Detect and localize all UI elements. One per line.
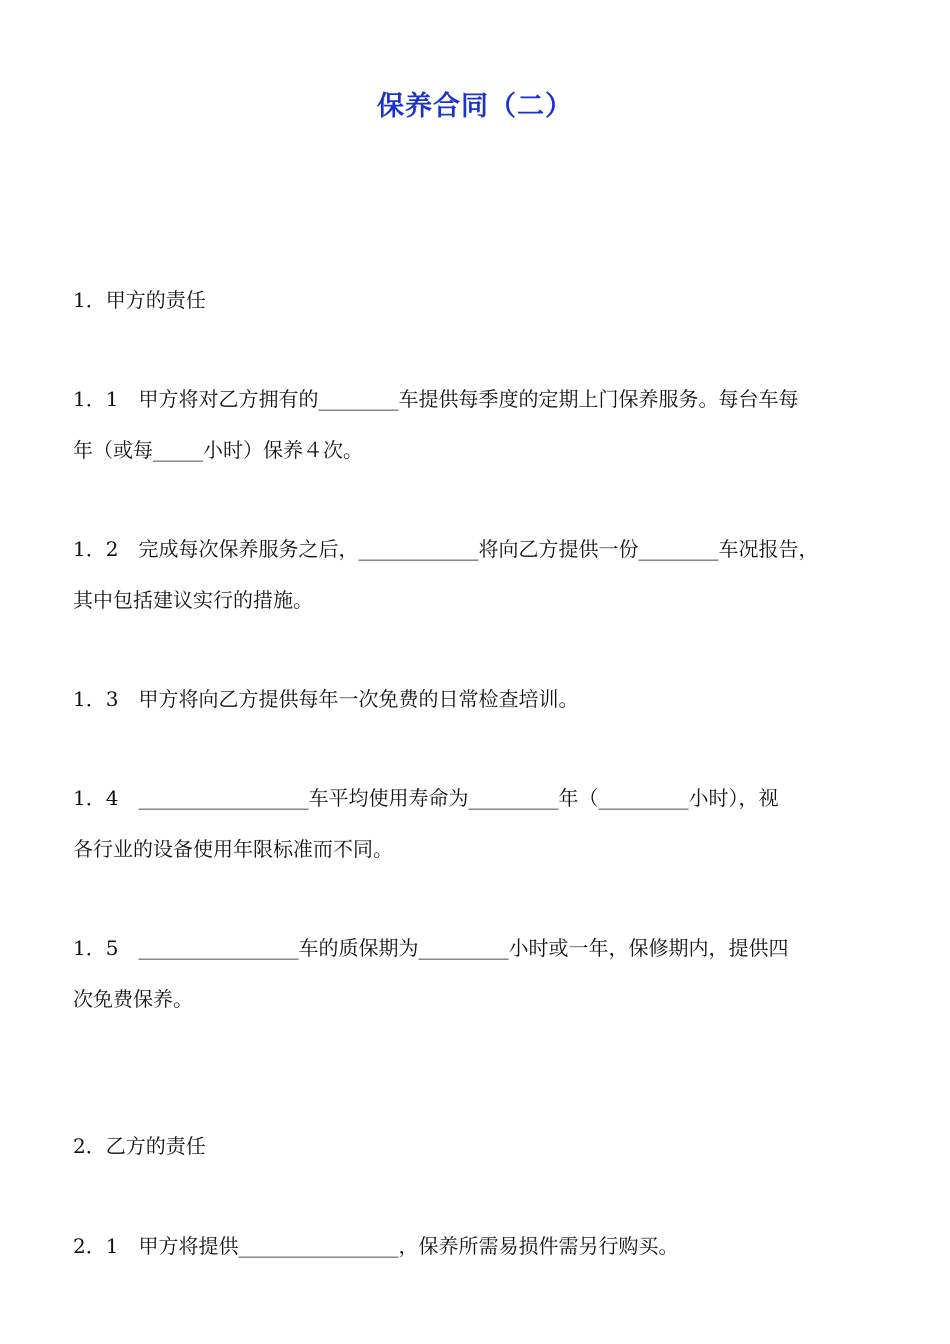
section-heading-party-b: 2．乙方的责任 bbox=[73, 1134, 206, 1158]
clause-1-1-line-2: 年（或每_____小时）保养４次。 bbox=[73, 438, 363, 462]
clause-1-5-line-2: 次免费保养。 bbox=[73, 987, 193, 1011]
clause-1-4-line-1: 1．4 _________________车平均使用寿命为_________年（_________小时），视 bbox=[73, 786, 779, 810]
clause-1-1-line-1: 1．1 甲方将对乙方拥有的________车提供每季度的定期上门保养服务。每台车每 bbox=[73, 387, 799, 411]
clause-1-3: 1．3 甲方将向乙方提供每年一次免费的日常检查培训。 bbox=[73, 687, 579, 711]
clause-1-5-line-1: 1．5 ________________车的质保期为_________小时或一年，保修期内，提供四 bbox=[73, 936, 789, 960]
section-heading-party-a: 1．甲方的责任 bbox=[73, 288, 206, 312]
clause-1-2-line-2: 其中包括建议实行的措施。 bbox=[73, 588, 313, 612]
clause-1-2-line-1: 1．2 完成每次保养服务之后，____________将向乙方提供一份________车况报告， bbox=[73, 537, 819, 561]
clause-2-1: 2．1 甲方将提供________________，保养所需易损件需另行购买。 bbox=[73, 1234, 679, 1258]
clause-1-4-line-2: 各行业的设备使用年限标准而不同。 bbox=[73, 837, 393, 861]
document-title: 保养合同（二） bbox=[377, 91, 573, 122]
